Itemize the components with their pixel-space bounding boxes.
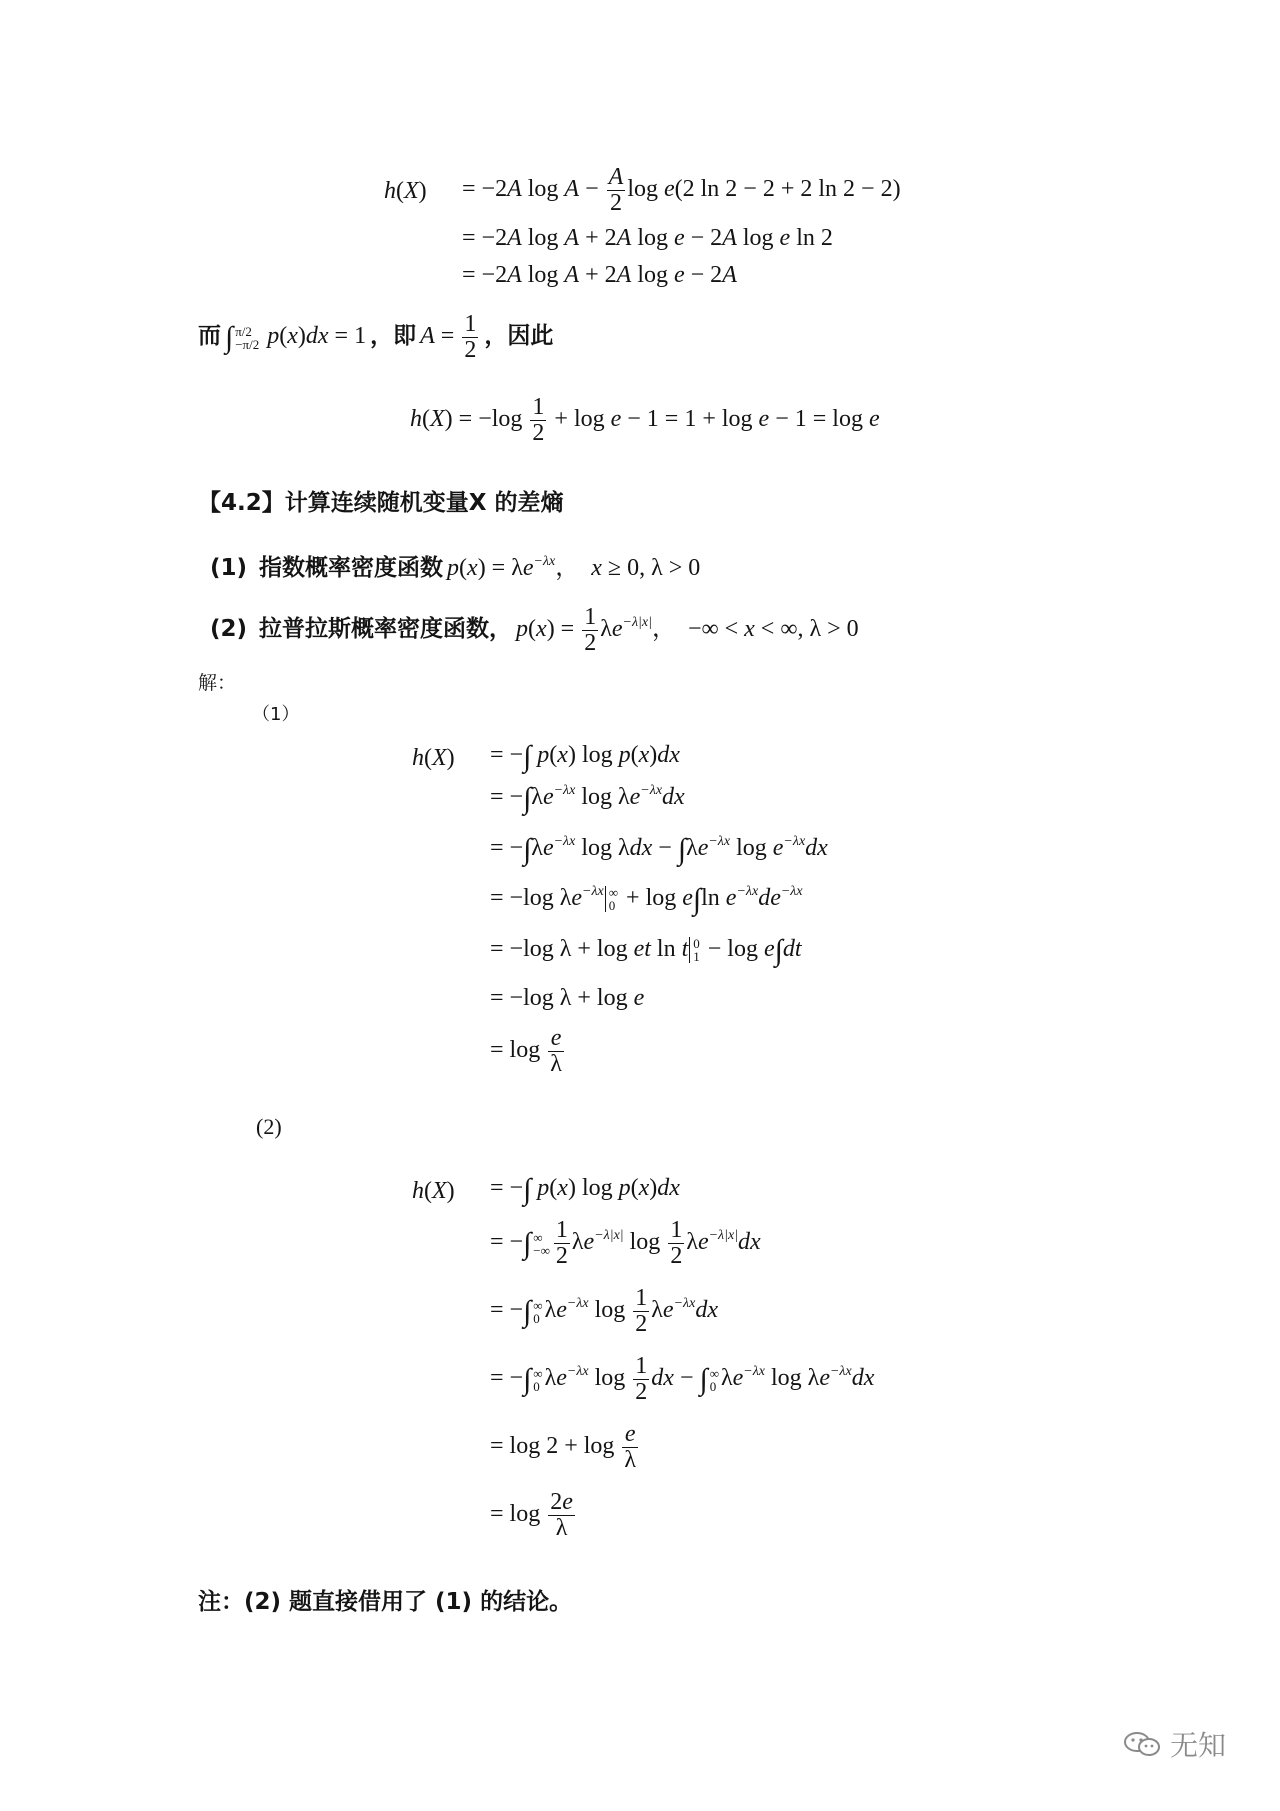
- h-label-1: h(X): [384, 178, 427, 204]
- sol1-line-4: = −log $\lambda e^{-\lambda x}$ ∞ 0 + log e∫ln $e^{-\lambda x}de^{-\lambda x}$: [490, 883, 803, 916]
- wechat-icon: [1122, 1730, 1162, 1758]
- watermark: [1122, 1724, 1226, 1764]
- result-line: h(X) = −log $\frac{1}{2}$ + log e − 1 = 1 + log e − 1 = log e: [410, 394, 880, 447]
- item-2-num: (2): [210, 616, 248, 643]
- eq-line-2: = −2A log A + 2A log e − 2A log e ln 2: [462, 225, 833, 251]
- sol2-line-3: = −∫ ∞ 0 $\lambda e^{-\lambda x}$ log $\frac{1}{2}$ $\lambda e^{-\lambda x}dx$: [490, 1285, 718, 1338]
- since-suffix: ，因此: [484, 323, 554, 350]
- sol1-line-7: = log $\frac{e}{\lambda}$: [490, 1025, 562, 1078]
- normalization-line: 而 ∫ π/2 −π/2 p(x)dx = 1 ，即 A = $\frac{1}{2}$ ，因此: [198, 311, 554, 364]
- sol2-label: (2): [256, 1114, 282, 1139]
- sol1-line-3: = $-\int\lambda e^{-\lambda x}$ $\log \lambda dx - \int\lambda e^{-\lambda x}$ $\log e^{-\lambda x}dx$: [490, 833, 828, 866]
- since-prefix: 而: [198, 323, 221, 350]
- sol1-h-label: h(X): [412, 745, 455, 771]
- eq-line-3: = −2A log A + 2A log e − 2A: [462, 262, 737, 288]
- sol1-line-5: = −log λ + log et ln t 0 1 − log e∫dt: [490, 934, 802, 967]
- eq-line-1: = −2A log A − $\frac{A}{2}$ log e(2 ln 2 − 2 + 2 ln 2 − 2): [462, 164, 901, 217]
- item-1-text: 指数概率密度函数: [259, 555, 444, 581]
- sol2-line-6: = log $\frac{2e}{\lambda}$: [490, 1489, 573, 1542]
- watermark-text: 无知: [1170, 1729, 1227, 1762]
- item-2-text: 拉普拉斯概率密度函数，: [259, 616, 513, 643]
- sol1-line-2: = $-\int\lambda e^{-\lambda x}$ $\log \lambda e^{-\lambda x}dx$: [490, 782, 685, 815]
- sol2-line-2: = −∫ ∞ −∞ $\frac{1}{2}$ $\lambda e^{-\lambda|x|}$ log $\frac{1}{2}$ $\lambda e^{-\lambda|x|}dx$: [490, 1217, 761, 1270]
- sol2-h-label: h(X): [412, 1178, 455, 1204]
- solution-label: 解：: [198, 672, 237, 694]
- sol2-line-1: = −∫ p(x) log p(x)dx: [490, 1173, 680, 1206]
- since-mid: ，即: [370, 323, 417, 350]
- problem-title: 【4.2】计算连续随机变量X 的差熵: [198, 490, 564, 516]
- sol1-line-1: = −∫ p(x) log p(x)dx: [490, 740, 680, 773]
- item-1: (1) 指数概率密度函数 $p(x) = \lambda e^{-\lambda x}$， x ≥ 0, λ > 0: [210, 554, 701, 581]
- item-2: (2) 拉普拉斯概率密度函数， p(x) = $\frac{1}{2}$ $\lambda e^{-\lambda|x|}$， −∞ < x < ∞, λ > 0: [210, 604, 859, 657]
- sol2-line-4: = −∫ ∞ 0 $\lambda e^{-\lambda x}$ log $\frac{1}{2}$ dx − ∫ ∞ 0 $\lambda e^{-\lambda x}$ $\log \lambda e^{-\lambda x}dx$: [490, 1353, 875, 1406]
- sol2-line-5: = log 2 + log $\frac{e}{\lambda}$: [490, 1421, 637, 1474]
- sol1-line-6: = −log λ + log e: [490, 985, 645, 1011]
- sol1-label: （1）: [252, 704, 300, 725]
- item-1-num: (1): [210, 555, 248, 581]
- note: 注：(2) 题直接借用了 (1) 的结论。: [198, 1589, 573, 1615]
